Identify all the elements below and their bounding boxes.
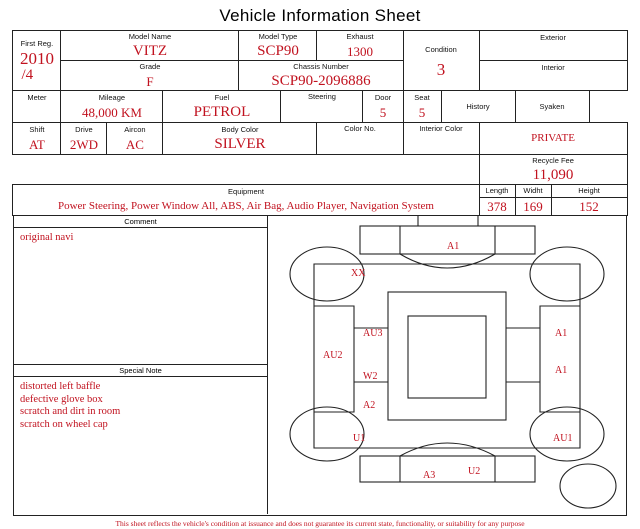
damage-mark: A1 [447, 241, 460, 252]
cell-length-value [479, 198, 515, 216]
cell-shift [13, 123, 61, 155]
spec-table [12, 30, 627, 216]
shift-label: Shift [29, 125, 45, 134]
meter-label: Meter [27, 93, 47, 102]
interior-label: Interior [541, 63, 565, 72]
cell-fuel [163, 91, 281, 123]
exhaust-value: 1300 [346, 44, 373, 59]
color-no-label: Color No. [344, 124, 376, 133]
damage-mark: A1 [555, 365, 568, 376]
condition-value: 3 [436, 59, 446, 79]
special-note-header: Special Note [14, 364, 267, 377]
seat-label: Seat [414, 93, 430, 102]
cell-door [363, 91, 403, 123]
cell-body-color [163, 123, 317, 155]
special-note-text [14, 377, 267, 435]
cell-interior-color [403, 123, 479, 155]
cell-mileage [61, 91, 163, 123]
comment-section [14, 216, 267, 364]
cell-width-label [515, 185, 551, 198]
special-note-line: scratch and dirt in room [20, 406, 121, 417]
table-row [13, 61, 627, 91]
damage-mark: A1 [555, 328, 568, 339]
exhaust-label: Exhaust [346, 32, 374, 41]
model-name-value: VITZ [132, 43, 168, 59]
cell-grade [61, 61, 239, 91]
comment-text: original navi [20, 232, 74, 243]
length-label: Length [485, 186, 509, 195]
mileage-label: Mileage [98, 93, 126, 102]
seat-value: 5 [418, 105, 426, 120]
aircon-value: AC [125, 137, 144, 152]
fuel-value: PETROL [193, 104, 251, 120]
cell-meter [13, 91, 61, 123]
table-row [13, 31, 627, 61]
damage-mark: XX [351, 268, 366, 279]
cell-syaken-label [515, 91, 589, 123]
cell-color-no [317, 123, 403, 155]
table-row [13, 155, 627, 185]
cell-equipment [13, 185, 479, 216]
model-name-label: Model Name [128, 32, 172, 41]
cell-model-type [239, 31, 317, 61]
grade-label: Grade [139, 62, 161, 71]
width-value: 169 [523, 199, 543, 214]
lower-section [13, 216, 627, 516]
car-outline-svg [268, 216, 626, 514]
interior-color-label: Interior Color [419, 124, 463, 133]
cell-interior [479, 61, 627, 91]
door-value: 5 [379, 105, 387, 120]
model-type-label: Model Type [258, 32, 298, 41]
width-label: Widht [523, 186, 543, 195]
comment-header: Comment [14, 216, 267, 228]
special-note-line: defective glove box [20, 393, 103, 405]
first-reg-month: /4 [21, 66, 34, 83]
door-label: Door [374, 93, 392, 102]
recycle-fee-label: Recycle Fee [532, 156, 574, 165]
height-value: 152 [579, 199, 599, 214]
aircon-label: Aircon [124, 125, 146, 134]
recycle-fee-value: 11,090 [532, 167, 574, 183]
cell-history-value [479, 123, 627, 155]
body-color-value: SILVER [214, 136, 266, 152]
table-row [13, 185, 627, 198]
cell-length-label [479, 185, 515, 198]
special-note-line: distorted left baffle [20, 381, 101, 392]
cell-exhaust [317, 31, 403, 61]
notes-column [14, 216, 268, 514]
damage-mark: AU3 [363, 328, 383, 339]
vehicle-damage-diagram [268, 216, 626, 514]
drive-value: 2WD [69, 137, 99, 152]
length-value: 378 [487, 199, 507, 214]
cell-history-label [441, 91, 515, 123]
model-type-value: SCP90 [257, 43, 299, 59]
cell-first-reg [13, 31, 61, 91]
drive-label: Drive [75, 125, 93, 134]
disclaimer-footer: This sheet reflects the vehicle's condition at issuance and does not guarantee its current state, functionality, or suitability for any purpose [115, 519, 525, 528]
cell-height-value [551, 198, 627, 216]
page-title: Vehicle Information Sheet [219, 6, 421, 25]
damage-mark: A2 [363, 400, 376, 411]
cell-condition [403, 31, 479, 91]
condition-label: Condition [425, 44, 457, 54]
exterior-label: Exterior [540, 33, 566, 42]
damage-mark: AU2 [323, 350, 343, 361]
cell-height-label [551, 185, 627, 198]
grade-value: F [146, 74, 154, 89]
cell-steering [281, 91, 363, 123]
damage-mark: U1 [353, 433, 366, 444]
cell-chassis [239, 61, 403, 91]
syaken-label: Syaken [539, 101, 565, 111]
special-note-line: scratch on wheel cap [20, 418, 108, 430]
cell-width-value [515, 198, 551, 216]
height-label: Height [578, 186, 600, 195]
shift-value: AT [28, 137, 45, 152]
cell-recycle-fee [479, 155, 627, 185]
cell-aircon [107, 123, 163, 155]
chassis-label: Chassis Number [293, 62, 349, 71]
steering-label: Steering [308, 92, 336, 101]
chassis-value: SCP90-2096886 [271, 73, 371, 89]
cell-drive [61, 123, 107, 155]
damage-mark: U2 [468, 466, 481, 477]
special-note-section [14, 364, 267, 514]
damage-mark: W2 [363, 371, 378, 382]
equipment-label: Equipment [228, 186, 264, 196]
history-label: History [466, 101, 490, 111]
damage-mark: AU1 [553, 433, 573, 444]
equipment-value: Power Steering, Power Window All, ABS, Air Bag, Audio Player, Navigation System [57, 199, 434, 212]
cell-model-name [61, 31, 239, 61]
table-row [13, 91, 627, 123]
fuel-label: Fuel [214, 93, 230, 102]
first-reg-label: First Reg. [20, 38, 54, 48]
first-reg-year: 2010 [19, 48, 54, 68]
history-value: PRIVATE [531, 132, 575, 144]
cell-exterior [479, 31, 627, 61]
body-color-label: Body Color [221, 125, 259, 134]
cell-seat [403, 91, 441, 123]
table-row [13, 123, 627, 155]
mileage-value: 48,000 KM [81, 105, 142, 120]
damage-mark: A3 [423, 470, 436, 481]
